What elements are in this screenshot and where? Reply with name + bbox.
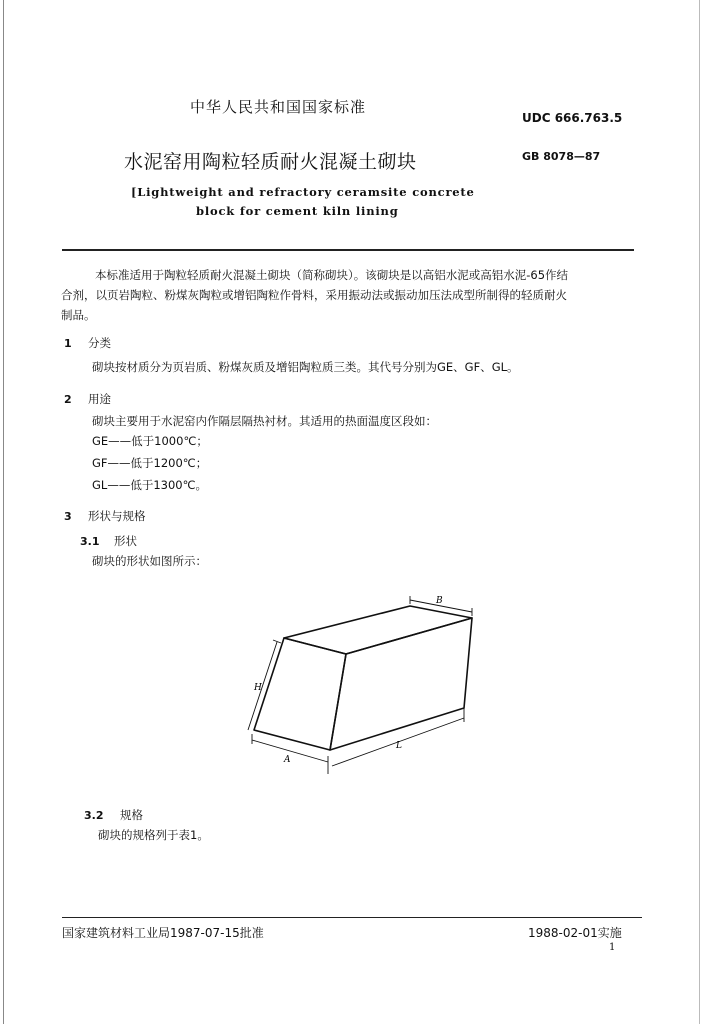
dimension-line-h (248, 642, 277, 730)
udc-code: UDC 666.763.5 (522, 111, 623, 125)
section-2-item-gf: GF——低于1200℃； (92, 456, 208, 470)
section-2-item-ge: GE——低于1000℃； (92, 434, 208, 448)
section-2-item-gl: GL——低于1300℃。 (92, 478, 207, 492)
scan-edge-right (699, 0, 700, 1024)
document-title-english-line2: block for cement kiln lining (196, 204, 399, 218)
figure-label-h: H (254, 683, 262, 693)
intro-line-2: 合剂，以页岩陶粒、粉煤灰陶粒或增铝陶粒作骨料，采用振动法或振动加压法成型所制得的轻质耐火 (61, 288, 567, 302)
document-title-chinese: 水泥窑用陶粒轻质耐火混凝土砌块 (124, 151, 417, 173)
document-title-english-line1: [Lightweight and refractory ceramsite concrete (131, 185, 475, 199)
section-3-2-text: 砌块的规格列于表1。 (98, 828, 209, 842)
block-shape-drawing (240, 590, 480, 775)
figure-label-a: A (284, 755, 291, 765)
figure-label-b: B (436, 596, 443, 606)
section-3-1-text: 砌块的形状如图所示： (92, 554, 207, 568)
figure-label-l: L (396, 741, 402, 751)
approval-note: 国家建筑材料工业局1987-07-15批准 (62, 926, 264, 940)
section-3-title: 形状与规格 (88, 509, 146, 523)
standard-name: 中华人民共和国国家标准 (190, 98, 367, 116)
block-shape-figure (240, 590, 480, 775)
scan-edge-left (3, 0, 4, 1024)
footer-divider (62, 917, 642, 918)
section-3-2-number: 3.2 (84, 809, 104, 822)
intro-line-3: 制品。 (61, 308, 96, 322)
section-2-number: 2 (64, 393, 72, 406)
page-number: 1 (609, 942, 616, 953)
section-3-1-title: 形状 (114, 534, 137, 548)
block-right-face (330, 618, 472, 750)
intro-line-1: 本标准适用于陶粒轻质耐火混凝土砌块（简称砌块）。该砌块是以高铝水泥或高铝水泥-65作结 (95, 268, 569, 282)
section-2-title: 用途 (88, 392, 111, 406)
gb-number: GB 8078—87 (522, 150, 601, 163)
section-3-number: 3 (64, 510, 72, 523)
section-1-text: 砌块按材质分为页岩质、粉煤灰质及增铝陶粒质三类。其代号分别为GE、GF、GL。 (92, 360, 519, 374)
section-2-text: 砌块主要用于水泥窑内作隔层隔热衬材。其适用的热面温度区段如： (92, 414, 437, 428)
intro-paragraph (61, 265, 643, 325)
block-top-face (284, 606, 472, 654)
section-3-2-title: 规格 (120, 808, 143, 822)
header-divider (62, 249, 634, 251)
effective-date: 1988-02-01实施 (528, 926, 622, 940)
section-1-title: 分类 (88, 336, 111, 350)
section-3-1-number: 3.1 (80, 535, 100, 548)
section-1-number: 1 (64, 337, 72, 350)
